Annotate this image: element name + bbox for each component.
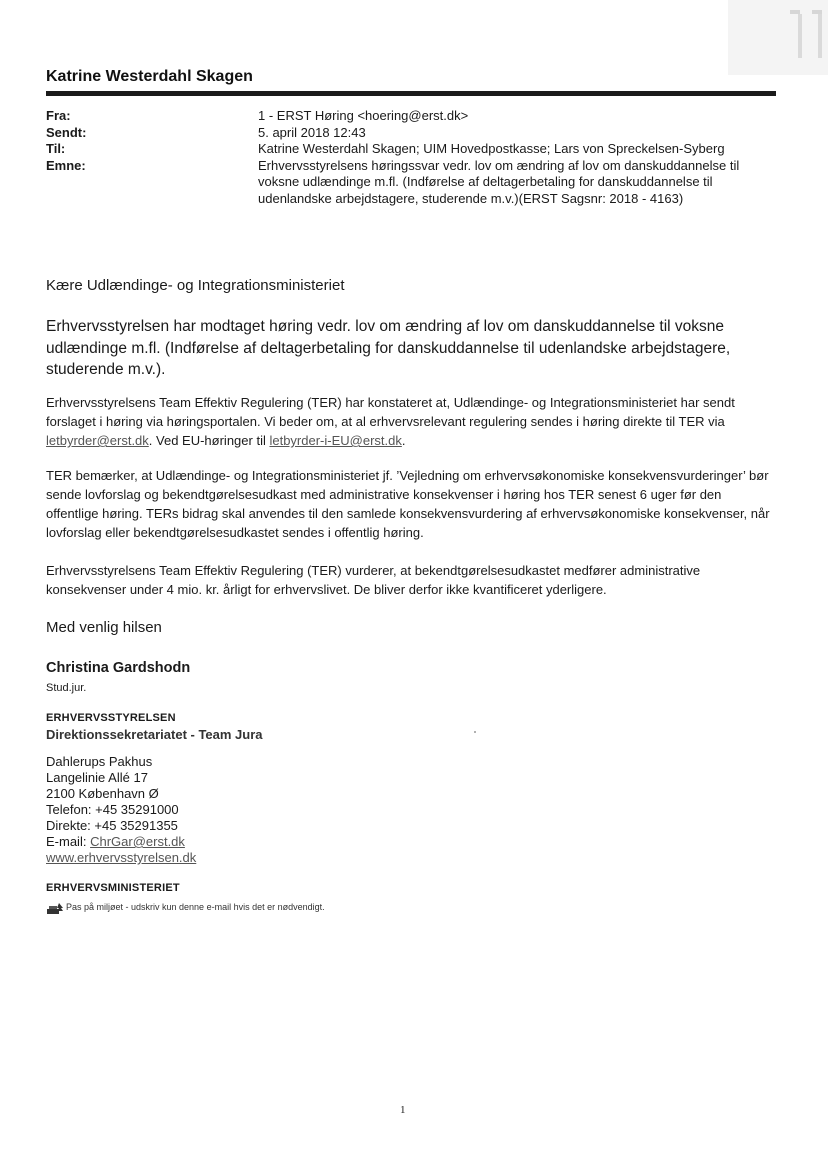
letbyrder-email-link[interactable]: letbyrder@erst.dk: [46, 433, 149, 448]
signature-title: Stud.jur.: [46, 682, 87, 694]
header-rule: [46, 91, 776, 96]
address-line-1: Dahlerups Pakhus: [46, 754, 153, 769]
signature-org: ERHVERVSSTYRELSEN: [46, 712, 176, 724]
direct-phone: Direkte: +45 35291355: [46, 818, 178, 833]
header-sent-value: 5. april 2018 12:43: [258, 124, 366, 140]
header-subject-row: [46, 158, 776, 208]
signature-ministry: ERHVERVSMINISTERIET: [46, 882, 180, 894]
scan-artifact: [728, 0, 828, 75]
tree-printer-icon: [46, 901, 64, 915]
header-subject-value: Erhvervsstyrelsens høringssvar vedr. lov om ændring af lov om danskuddannelse til voksne udlændinge m.fl. (Indførelse af deltagerbetaling for danskuddannelse til udenlandske arbejdstagere, studerende m.v.)(ERST Sagsnr: 2018 - 4163): [258, 157, 740, 206]
page-number: 1: [400, 1104, 406, 1116]
email-label: E-mail:: [46, 834, 87, 849]
website-link[interactable]: www.erhvervsstyrelsen.dk: [46, 850, 197, 865]
letbyrder-eu-email-link[interactable]: letbyrder-i-EU@erst.dk: [269, 433, 402, 448]
para1-end: .: [401, 433, 406, 448]
lead-paragraph: Erhvervsstyrelsen har modtaget høring vedr. lov om ændring af lov om danskuddannelse til voksne udlændinge m.fl. (Indførelse af deltagerbetaling for danskuddannelse til udenlandske arbejdstagere, studerende m.v.).: [46, 318, 731, 378]
header-to-label: Til:: [46, 141, 66, 156]
header-to-row: [46, 141, 776, 158]
header-from-label: Fra:: [46, 108, 71, 123]
eco-note: [46, 898, 325, 917]
header-to-value: Katrine Westerdahl Skagen; UIM Hovedpostkasse; Lars von Spreckelsen-Syberg: [258, 141, 725, 156]
phone: Telefon: +45 35291000: [46, 802, 179, 817]
email-header: [46, 108, 776, 207]
closing: Med venlig hilsen: [46, 619, 162, 636]
address-line-2: Langelinie Allé 17: [46, 770, 148, 785]
para1-mid: . Ved EU-høringer til: [148, 433, 266, 448]
header-from-row: [46, 108, 776, 125]
header-sent-label: Sendt:: [46, 124, 87, 140]
header-from-value: 1 - ERST Høring <hoering@erst.dk>: [258, 108, 469, 123]
email-line: [46, 834, 196, 850]
mailbox-owner-name: Katrine Westerdahl Skagen: [46, 68, 253, 85]
paragraph-ter-contact: [46, 393, 776, 450]
greeting: Kære Udlændinge- og Integrationsministeriet: [46, 277, 345, 294]
signature-department: Direktionssekretariatet - Team Jura: [46, 727, 263, 742]
signature-address-block: [46, 754, 196, 866]
scan-speck: [474, 731, 476, 733]
para1-text: Erhvervsstyrelsens Team Effektiv Regulering (TER) har konstateret at, Udlændinge- og Integrationsministeriet har sendt forslaget i høring via høringsportalen. Vi beder om, at al erhvervsrelevant regulering sendes i høring direkte til TER via: [46, 395, 735, 429]
address-line-3: 2100 København Ø: [46, 786, 159, 801]
header-sent-row: [46, 125, 776, 142]
signature-name: Christina Gardshodn: [46, 660, 191, 676]
paragraph-ter-assessment: Erhvervsstyrelsens Team Effektiv Regulering (TER) vurderer, at bekendtgørelsesudkastet medfører administrative konsekvenser under 4 mio. kr. årligt for erhvervslivet. De bliver derfor ikke kvantificeret yderligere.: [46, 563, 701, 597]
header-subject-label: Emne:: [46, 157, 86, 173]
paragraph-ter-remarks: TER bemærker, at Udlændinge- og Integrationsministeriet jf. ’Vejledning om erhvervsøkonomiske konsekvensvurderinger’ bør sende lovforslag og bekendtgørelsesudkast med administrative konsekvenser i høring hos TER senest 6 uger før den offentlige høring. TERs bidrag skal anvendes til den samlede konsekvensvurdering af erhvervsøkonomiske konsekvenser, når lovforslag eller bekendtgørelsesudkastet sendes i offentlig høring.: [46, 468, 770, 540]
eco-note-text: Pas på miljøet - udskriv kun denne e-mail hvis det er nødvendigt.: [66, 902, 325, 912]
signature-email-link[interactable]: ChrGar@erst.dk: [90, 834, 185, 849]
